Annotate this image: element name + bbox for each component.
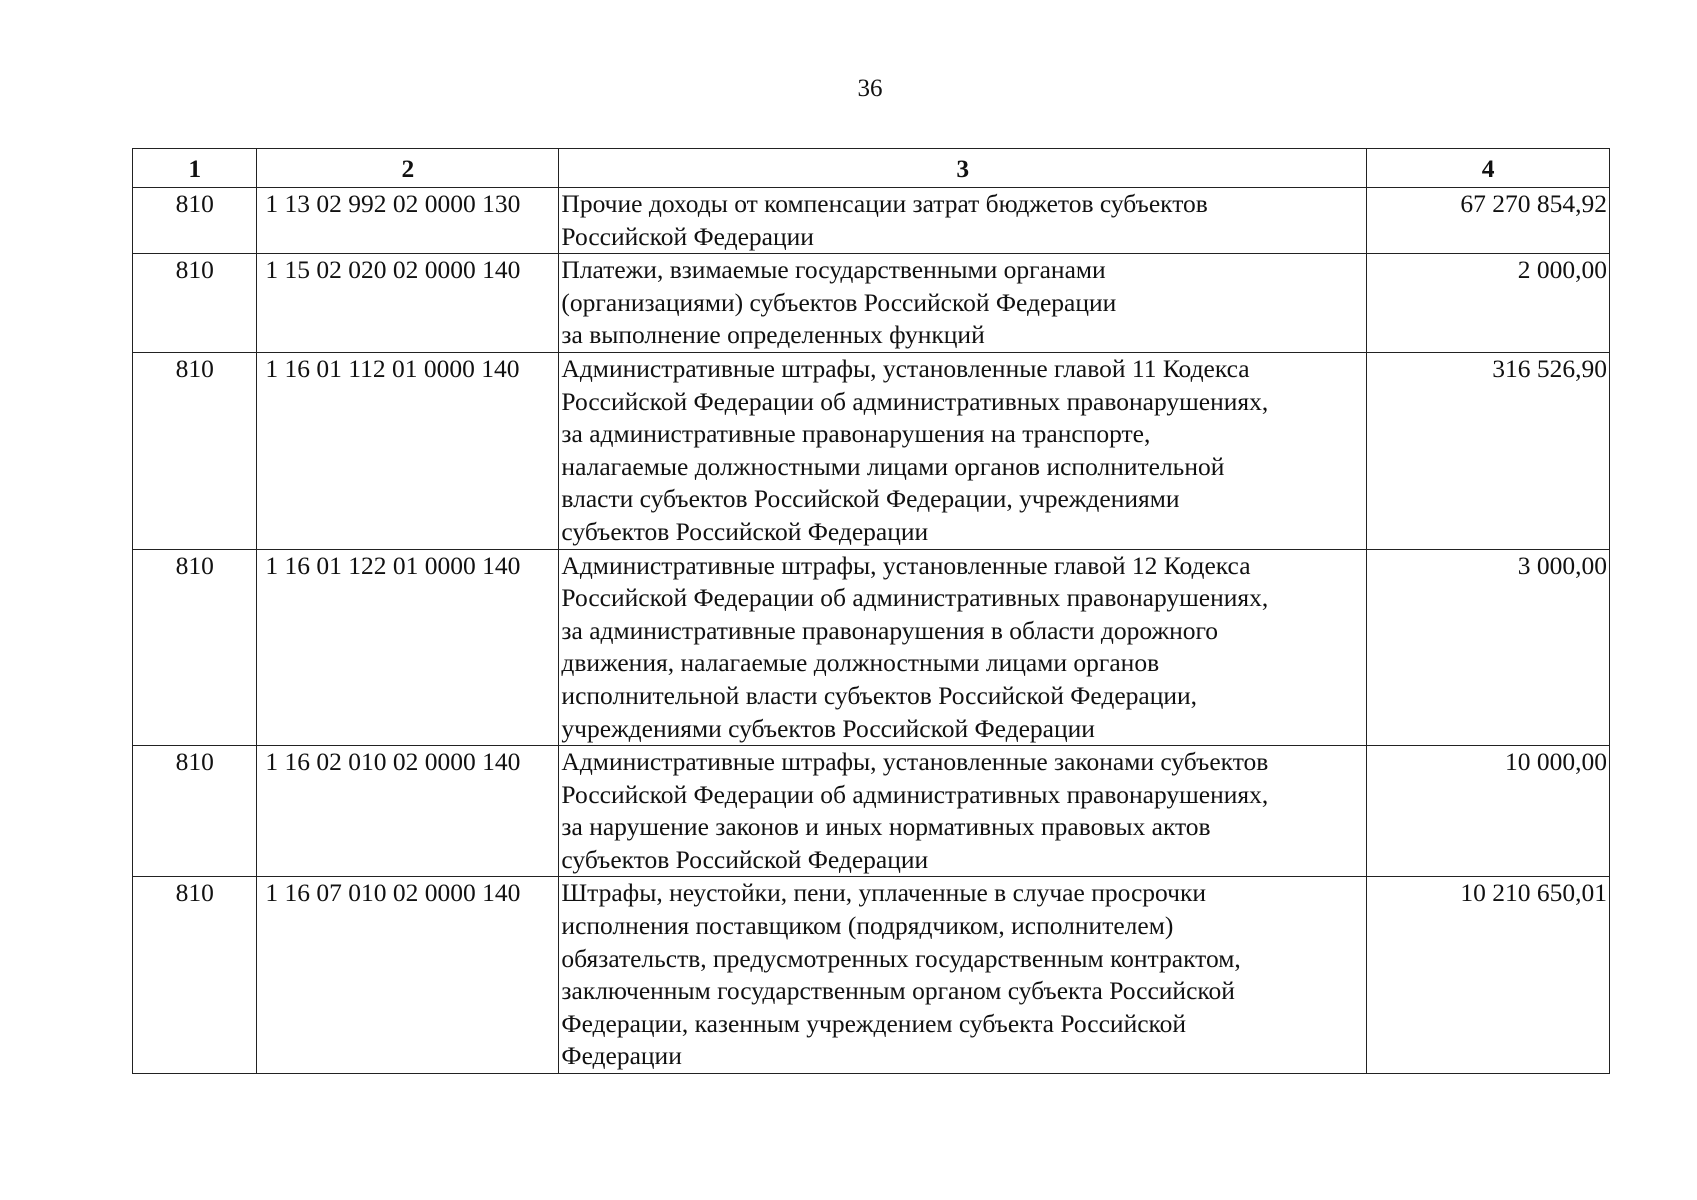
revenue-name-cell: [559, 254, 1367, 353]
revenue-name-line: исполнительной власти субъектов Российской Федерации,: [561, 680, 1198, 710]
budget-code-cell: 1 16 02 010 02 0000 140: [257, 746, 559, 877]
revenue-name-line: исполнения поставщиком (подрядчиком, исполнителем): [561, 911, 1174, 941]
header-col-3: 3: [559, 149, 1367, 188]
admin-code-cell: 810: [133, 188, 257, 254]
header-col-4: 4: [1367, 149, 1610, 188]
revenue-table: [132, 148, 1610, 1074]
revenue-name-line: Российской Федерации: [561, 221, 814, 251]
amount-cell: 67 270 854,92: [1367, 188, 1610, 254]
revenue-name-cell: [559, 877, 1367, 1074]
revenue-name-line: Прочие доходы от компенсации затрат бюджетов субъектов: [561, 189, 1208, 218]
header-row: [133, 149, 1610, 188]
revenue-name-line: обязательств, предусмотренных государственным контрактом,: [561, 943, 1241, 973]
revenue-name-line: заключенным государственным органом субъекта Российской: [561, 976, 1235, 1006]
revenue-name-line: Российской Федерации об административных правонарушениях,: [561, 583, 1269, 613]
budget-code-cell: 1 16 01 122 01 0000 140: [257, 549, 559, 746]
revenue-name-line: (организациями) субъектов Российской Федерации: [561, 287, 1117, 317]
revenue-name-line: Административные штрафы, установленные законами субъектов: [561, 747, 1269, 777]
admin-code-cell: 810: [133, 549, 257, 746]
header-col-2: 2: [257, 149, 559, 188]
table-body: [133, 188, 1610, 1074]
revenue-name-line: Российской Федерации об административных правонарушениях,: [561, 386, 1269, 416]
revenue-name-line: за выполнение определенных функций: [561, 320, 985, 350]
revenue-name-line: власти субъектов Российской Федерации, учреждениями: [561, 484, 1180, 514]
revenue-name-line: Российской Федерации об административных правонарушениях,: [561, 779, 1269, 809]
page-number: 36: [857, 75, 883, 102]
revenue-name-cell: [559, 188, 1367, 254]
header-col-1: 1: [133, 149, 257, 188]
table-row: [133, 746, 1610, 877]
budget-code-cell: 1 13 02 992 02 0000 130: [257, 188, 559, 254]
revenue-name-line: Штрафы, неустойки, пени, уплаченные в случае просрочки: [561, 878, 1206, 908]
revenue-name-line: субъектов Российской Федерации: [561, 844, 929, 874]
table-row: [133, 549, 1610, 746]
budget-code-cell: 1 16 01 112 01 0000 140: [257, 352, 559, 549]
revenue-name-line: движения, налагаемые должностными лицами органов: [561, 648, 1160, 678]
admin-code-cell: 810: [133, 254, 257, 353]
revenue-name-line: Платежи, взимаемые государственными органами: [561, 255, 1106, 285]
table-row: [133, 254, 1610, 353]
revenue-name-line: за административные правонарушения на транспорте,: [561, 419, 1151, 449]
revenue-name-line: налагаемые должностными лицами органов исполнительной: [561, 451, 1225, 481]
revenue-name-line: учреждениями субъектов Российской Федерации: [561, 713, 1095, 743]
revenue-name-cell: [559, 352, 1367, 549]
table-row: [133, 188, 1610, 254]
budget-code-cell: 1 15 02 020 02 0000 140: [257, 254, 559, 353]
table-row: [133, 877, 1610, 1074]
amount-cell: 10 210 650,01: [1367, 877, 1610, 1074]
table-row: [133, 352, 1610, 549]
admin-code-cell: 810: [133, 352, 257, 549]
revenue-name-line: за нарушение законов и иных нормативных правовых актов: [561, 812, 1211, 842]
amount-cell: 3 000,00: [1367, 549, 1610, 746]
revenue-name-line: Административные штрафы, установленные главой 12 Кодекса: [561, 550, 1251, 580]
revenue-name-line: Федерации: [561, 1041, 682, 1071]
revenue-name-cell: [559, 549, 1367, 746]
revenue-name-line: Административные штрафы, установленные главой 11 Кодекса: [561, 353, 1250, 383]
revenue-name-line: Федерации, казенным учреждением субъекта Российской: [561, 1008, 1187, 1038]
admin-code-cell: 810: [133, 746, 257, 877]
budget-code-cell: 1 16 07 010 02 0000 140: [257, 877, 559, 1074]
table-header: [133, 149, 1610, 188]
amount-cell: 10 000,00: [1367, 746, 1610, 877]
amount-cell: 2 000,00: [1367, 254, 1610, 353]
amount-cell: 316 526,90: [1367, 352, 1610, 549]
revenue-name-line: субъектов Российской Федерации: [561, 516, 929, 546]
revenue-name-line: за административные правонарушения в области дорожного: [561, 615, 1219, 645]
revenue-name-cell: [559, 746, 1367, 877]
admin-code-cell: 810: [133, 877, 257, 1074]
